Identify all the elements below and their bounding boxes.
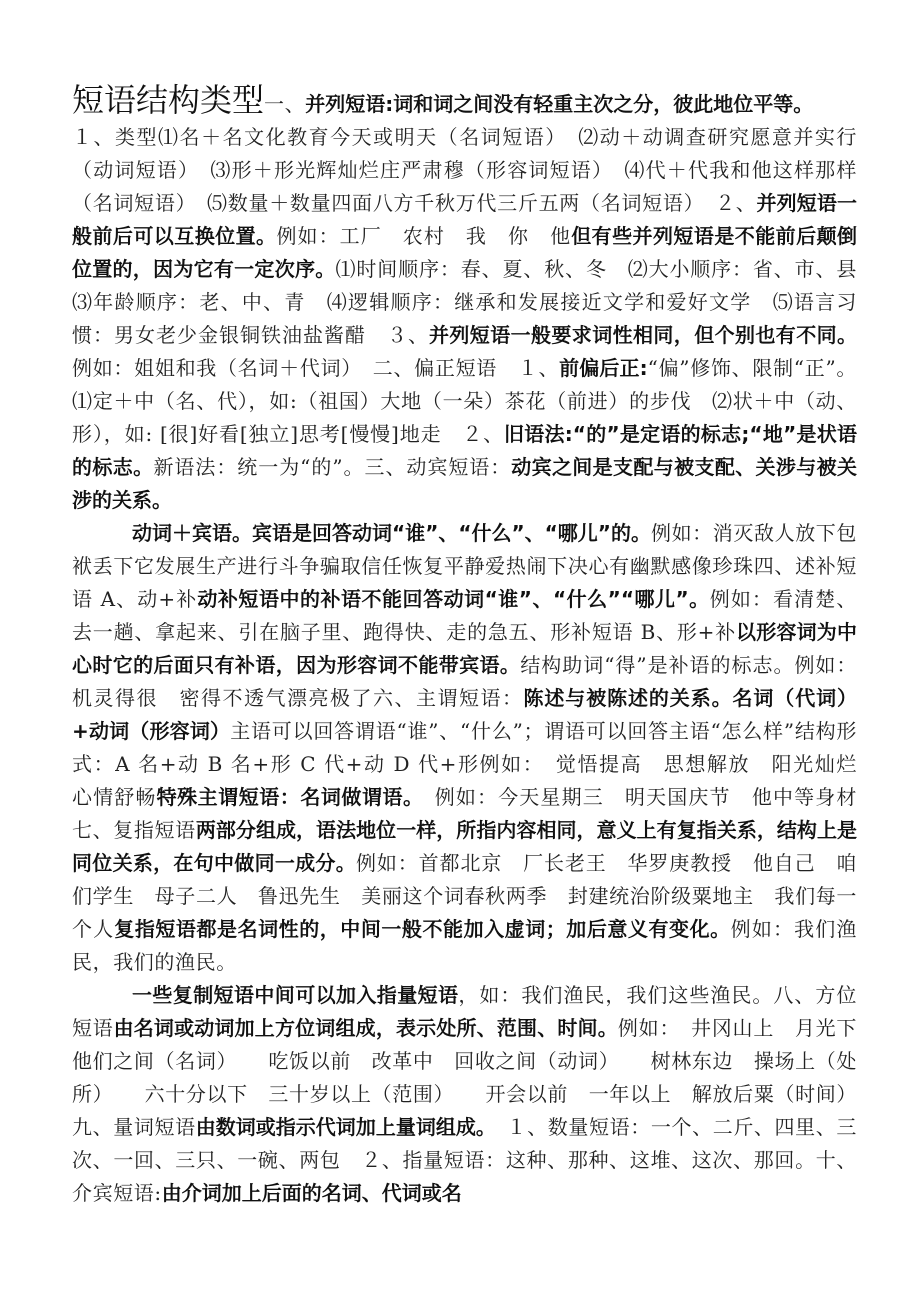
text-run-bold: 动词＋宾语。宾语是回答动词“谁”、“什么”、“哪儿”的。 — [132, 521, 651, 545]
text-run: 结构助词“得”是补语的标志。例如：机灵得很 密得不透气漂亮极了六、主谓短语： — [72, 653, 858, 710]
text-run-bold: 前偏后正: — [559, 356, 648, 380]
text-run-bold: 特殊主谓短语：名词做谓语。 — [156, 785, 414, 809]
paragraph-1 — [72, 80, 878, 517]
text-run-bold: 并列短语:词和词之间没有轻重主次之分，彼此地位平等。 — [305, 92, 814, 116]
text-run-bold: 但有些并列短语是不能前后颠倒位置的，因为它有一定次序。 — [72, 224, 858, 281]
text-run-bold: 并列短语一般前后可以互换位置。 — [72, 191, 857, 248]
paragraph-3 — [72, 979, 878, 1210]
text-run-bold: 一些复制短语中间可以加入指量短语 — [132, 983, 459, 1007]
text-run-bold: 动宾之间是支配与被支配、关涉与被关涉的关系。 — [72, 455, 858, 512]
text-run-bold: 旧语法:“的”是定语的标志;“地”是状语的标志。 — [72, 422, 858, 479]
text-run: １、类型⑴名＋名文化教育今天或明天（名词短语） ⑵动＋动调查研究愿意并实行（动词短语） ⑶形＋形光辉灿烂庄严肃穆（形容词短语） ⑷代＋代我和他这样那样（名词短语） ⑸数量＋数量四面八方千秋万代三斤五两（名词短语） ２、 — [72, 125, 857, 215]
text-run-bold: 由数词或指示代词加上量词组成。 — [195, 1115, 486, 1139]
text-run-bold: 两部分组成，语法地位一样，所指内容相同，意义上有复指关系，结构上是同位关系，在句中做同一成分。 — [72, 818, 857, 875]
text-run: ，如：我们渔民，我们这些渔民。八、方位短语 — [72, 983, 858, 1040]
text-run: 新语法：统一为“的”。三、动宾短语： — [153, 455, 512, 479]
document-page — [72, 80, 878, 1210]
text-run: 一、 — [264, 92, 306, 116]
paragraph-2 — [72, 517, 878, 979]
text-run: “偏”修饰、限制“正”。⑴定＋中（名、代），如:（祖国）大地（一朵）茶花（前进）的步伐 ⑵状＋中（动、形），如: [很]好看[独立]思考[慢慢]地走 ２、 — [72, 356, 858, 446]
text-run: 例如：消灭敌人放下包袱丢下它发展生产进行斗争骗取信任恢复平静爱热闹下决心有幽默感像珍珠四、述补短语 A、动+补 — [72, 521, 857, 611]
text-run: 例如：我们渔民，我们的渔民。 — [72, 917, 858, 974]
text-run: 例如：首都北京 厂长老王 华罗庚教授 他自己 咱们学生 母子二人 鲁迅先生 美丽这个词春秋两季 封建统治阶级粟地主 我们每一个人 — [72, 851, 858, 941]
text-run-bold: 以形容词为中心时它的后面只有补语，因为形容词不能带宾语。 — [72, 620, 858, 677]
text-run-bold: 陈述与被陈述的关系。名词（代词）+动词（形容词） — [72, 686, 857, 743]
text-run: 例如： 井冈山上 月光下 他们之间（名词） 吃饭以前 改革中 回收之间（动词） 树林东边 操场上（处所） 六十分以下 三十岁以上（范围） 开会以前 一年以上 解放后粟（时间）九、量词短语 — [72, 1016, 878, 1139]
text-run: 例如：今天星期三 明天国庆节 他中等身材七、复指短语 — [72, 785, 857, 842]
text-run: 例如：看清楚、去一趟、拿起来、引在脑子里、跑得快、走的急五、形补短语 B、形+补 — [72, 587, 858, 644]
text-run-bold: 由名词或动词加上方位词组成，表示处所、范围、时间。 — [113, 1016, 618, 1040]
document-title: 短语结构类型 — [72, 81, 265, 119]
text-run: 例如：工厂 农村 我 你 他 — [276, 224, 572, 248]
text-run: 主语可以回答谓语“谁”、“什么”；谓语可以回答主语“怎么样”结构形式：A 名+动 B 名+形 C 代+动 D 代+形例如： 觉悟提高 思想解放 阳光灿烂 心情舒畅 — [72, 719, 878, 809]
text-run-bold: 由介词加上后面的名词、代词或名 — [161, 1181, 462, 1205]
text-run-bold: 复指短语都是名词性的，中间一般不能加入虚词；加后意义有变化。 — [114, 917, 731, 941]
text-run-bold: 动补短语中的补语不能回答动词“谁”、“什么”“哪儿”。 — [197, 587, 710, 611]
text-run: １、数量短语：一个、二斤、四里、三次、一回、三只、一碗、两包 ２、指量短语：这种、那种、这堆、这次、那回。十、介宾短语: — [72, 1115, 857, 1205]
text-run: ⑴时间顺序：春、夏、秋、冬 ⑵大小顺序：省、市、县 ⑶年龄顺序：老、中、青 ⑷逻辑顺序：继承和发展接近文学和爱好文学 ⑸语言习惯：男女老少金银铜铁油盐酱醋 ３、 — [72, 257, 878, 347]
text-run: 例如：姐姐和我（名词＋代词） 二、偏正短语 １、 — [72, 356, 560, 380]
text-run-bold: 并列短语一般要求词性相同，但个别也有不同。 — [429, 323, 857, 347]
